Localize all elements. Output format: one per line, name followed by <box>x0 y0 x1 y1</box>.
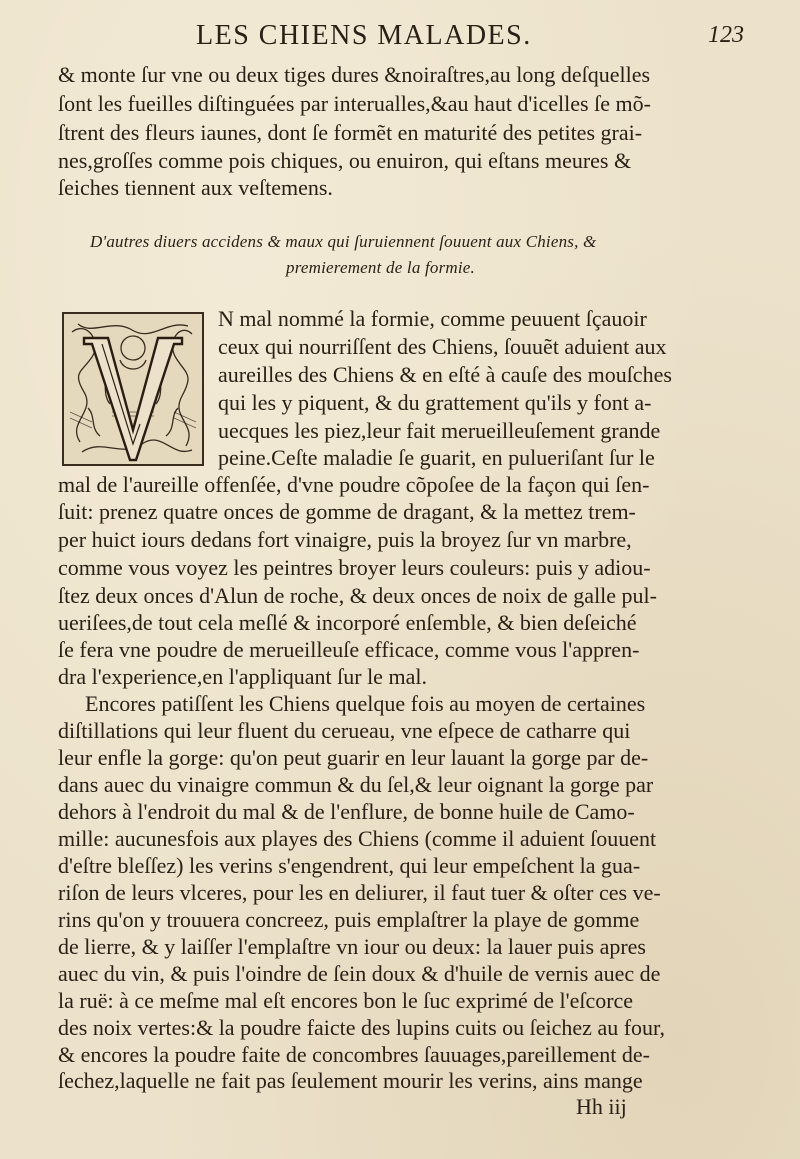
text-line: ſeiches tiennent aux veſtemens. <box>58 175 333 200</box>
text-line: des noix vertes:& la poudre faicte des lupins cuits ou ſeichez au four, <box>58 1015 665 1040</box>
text-line: peine.Ceſte maladie ſe guarit, en pulueriſant ſur le <box>218 445 655 470</box>
text-line: d'eſtre bleſſez) les verins s'engendrent, qui leur empeſchent la gua- <box>58 853 641 878</box>
text-line: ceux qui nourriſſent des Chiens, ſouuẽt aduient aux <box>218 334 667 359</box>
text-line: de lierre, & y laiſſer l'emplaſtre vn iour ou deux: la lauer puis apres <box>58 934 646 959</box>
text-line: dehors à l'endroit du mal & de l'enflure, de bonne huile de Camo- <box>58 799 635 824</box>
text-line: mille: aucunesfois aux playes des Chiens (comme il aduient ſouuent <box>58 826 657 851</box>
text-line: N mal nommé la formie, comme peuuent ſçauoir <box>218 306 647 331</box>
text-line: ſtez deux onces d'Alun de roche, & deux onces de noix de galle pul- <box>58 583 657 608</box>
text-line: aureilles des Chiens & en eſté à cauſe des mouſches <box>218 362 672 387</box>
text-line: & encores la poudre faite de concombres ſauuages,pareillement de- <box>58 1042 650 1067</box>
text-line: rins qu'on y trouuera concreez, puis emplaſtrer la playe de gomme <box>58 907 640 932</box>
text-line: nes,groſſes comme pois chiques, ou enuiron, qui eſtans meures & <box>58 148 632 173</box>
text-line: ſe fera vne poudre de merueilleuſe efficace, comme vous l'appren- <box>58 637 640 662</box>
text-line: mal de l'aureille offenſée, d'vne poudre cõpoſee de la façon qui ſen- <box>58 472 650 497</box>
text-line: la ruë: à ce meſme mal eſt encores bon le ſuc exprimé de l'eſcorce <box>58 988 634 1013</box>
text-line: ſechez,laquelle ne fait pas ſeulement mourir les verins, ains mange <box>58 1068 643 1093</box>
text-line: comme vous voyez les peintres broyer leurs couleurs: puis y adiou- <box>58 555 651 580</box>
signature-mark: Hh iij <box>576 1094 627 1119</box>
text-line: auec du vin, & puis l'oindre de ſein doux & d'huile de vernis auec de <box>58 961 661 986</box>
page-number: 123 <box>708 22 744 48</box>
text-line: ueriſees,de tout cela meſlé & incorporé enſemble, & bien deſeiché <box>58 610 637 635</box>
decorated-initial-v-icon <box>62 312 204 466</box>
text-line: qui les y piquent, & du grattement qu'ils y font a- <box>218 390 652 415</box>
text-line: ſuit: prenez quatre onces de gomme de dragant, & la mettez trem- <box>58 499 636 524</box>
text-line: dans auec du vinaigre commun & du ſel,& leur oignant la gorge par <box>58 772 654 797</box>
text-line: ſtrent des fleurs iaunes, dont ſe formẽt en maturité des petites grai- <box>58 120 643 145</box>
section-heading-line-2: premierement de la formie. <box>286 258 476 277</box>
text-line: uecques les piez,leur fait merueilleuſement grande <box>218 418 661 443</box>
section-heading-line-1: D'autres diuers accidens & maux qui ſuruiennent ſouuent aux Chiens, & <box>90 232 597 251</box>
text-line: dra l'experience,en l'appliquant ſur le mal. <box>58 664 427 689</box>
text-line: leur enfle la gorge: qu'on peut guarir en leur lauant la gorge par de- <box>58 745 649 770</box>
running-title: LES CHIENS MALADES. <box>196 20 532 51</box>
text-line: diſtillations qui leur fluent du cerueau, vne eſpece de catharre qui <box>58 718 631 743</box>
text-line: Encores patiſſent les Chiens quelque fois au moyen de certaines <box>85 691 646 716</box>
page-header <box>0 20 800 60</box>
text-line: ſont les fueilles diſtinguées par interualles,&au haut d'icelles ſe mõ- <box>58 91 651 116</box>
text-line: per huict iours dedans fort vinaigre, puis la broyez ſur vn marbre, <box>58 527 632 552</box>
text-line: & monte ſur vne ou deux tiges dures &noiraſtres,au long deſquelles <box>58 62 651 87</box>
text-line: riſon de leurs vlceres, pour les en deliurer, il faut tuer & oſter ces ve- <box>58 880 661 905</box>
